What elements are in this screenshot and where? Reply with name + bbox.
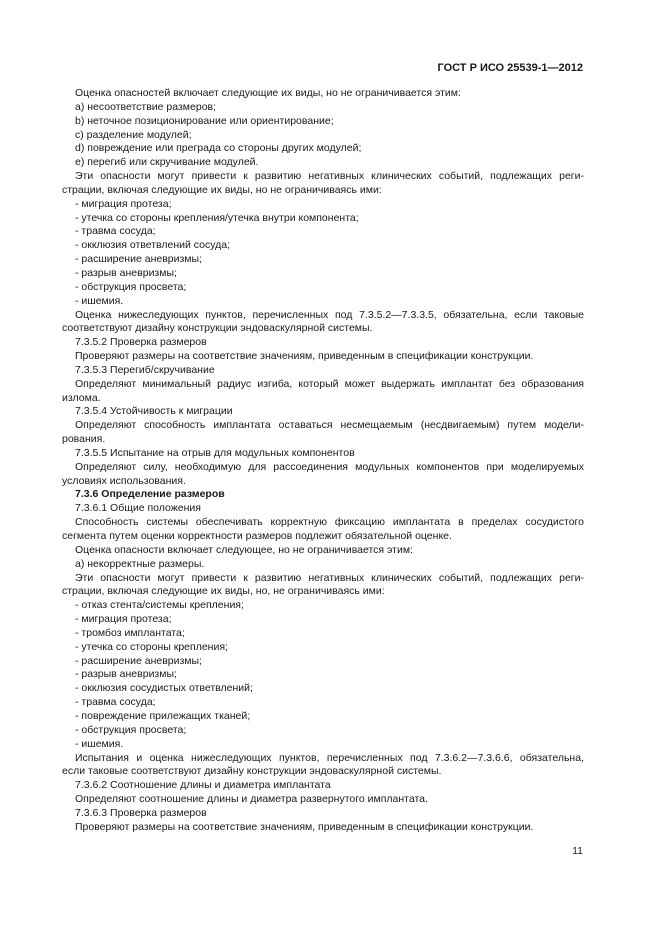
text-line: Определяют силу, необходимую для рассоединения модульных компонентов при моделируемых <box>75 460 584 473</box>
text-line: соответствуют дизайну конструкции эндоваскулярной системы. <box>62 322 373 335</box>
text-line: Эти опасности могут привести к развитию негативных клинических событий, подлежащих реги- <box>75 170 584 183</box>
text-line: 7.3.5.4 Устойчивость к миграции <box>75 405 233 418</box>
document-header: ГОСТ Р ИСО 25539-1—2012 <box>437 62 583 74</box>
text-line: - разрыв аневризмы; <box>75 266 177 279</box>
text-line: Проверяют размеры на соответствие значениям, приведенным в спецификации конструкции. <box>75 350 534 363</box>
text-line: страции, включая следующие их виды, но не ограничиваясь ими: <box>62 183 382 196</box>
text-line: - ишемия. <box>75 737 124 750</box>
text-line: Оценка опасности включает следующее, но не ограничивается этим: <box>75 543 413 556</box>
text-line: - расширение аневризмы; <box>75 654 202 667</box>
text-line: 7.3.5.3 Перегиб/скручивание <box>75 363 215 376</box>
text-line: - обструкция просвета; <box>75 723 187 736</box>
text-line: излома. <box>62 391 101 404</box>
text-line: - тромбоз имплантата; <box>75 626 185 639</box>
text-line: Проверяют размеры на соответствие значениям, приведенным в спецификации конструкции. <box>75 820 534 833</box>
text-line: - разрыв аневризмы; <box>75 668 177 681</box>
text-line: b) неточное позиционирование или ориентирование; <box>75 114 334 127</box>
text-line: - обструкция просвета; <box>75 280 187 293</box>
text-line: 7.3.6.2 Соотношение длины и диаметра имплантата <box>75 779 331 792</box>
text-line: - повреждение прилежащих тканей; <box>75 709 251 722</box>
text-line: - травма сосуда; <box>75 225 156 238</box>
text-line: - окклюзия сосудистых ответвлений; <box>75 682 253 695</box>
text-line: e) перегиб или скручивание модулей. <box>75 156 259 169</box>
text-line: Оценка опасностей включает следующие их виды, но не ограничивается этим: <box>75 87 461 99</box>
text-line: 7.3.6.3 Проверка размеров <box>75 806 207 819</box>
text-line: Испытания и оценка нижеследующих пунктов, перечисленных под 7.3.6.2—7.3.6.6, обязательна, <box>75 751 584 764</box>
text-line: - утечка со стороны крепления/утечка внутри компонента; <box>75 211 359 224</box>
text-line: - ишемия. <box>75 294 124 307</box>
text-line: Определяют способность имплантата оставаться несмещаемым (несдвигаемым) путем модели- <box>75 419 584 432</box>
document-body <box>62 87 584 835</box>
page-number: 11 <box>572 845 583 857</box>
text-line: c) разделение модулей; <box>75 128 192 141</box>
text-line: - утечка со стороны крепления; <box>75 640 228 653</box>
text-line: - расширение аневризмы; <box>75 253 202 266</box>
text-line: 7.3.6.1 Общие положения <box>75 502 201 515</box>
text-line: - травма сосуда; <box>75 696 156 709</box>
text-line: рования. <box>62 433 106 446</box>
text-line: Способность системы обеспечивать корректную фиксацию имплантата в пределах сосудистого <box>75 516 584 529</box>
text-line: Определяют соотношение длины и диаметра развернутого имплантата. <box>75 793 428 806</box>
text-line: сегмента путем оценки корректности размеров подлежит обязательной оценке. <box>62 530 452 542</box>
text-line: 7.3.5.5 Испытание на отрыв для модульных компонентов <box>75 446 355 459</box>
text-line: страции, включая следующие их виды, но, не ограничиваясь ими: <box>62 585 385 598</box>
text-line: 7.3.6 Определение размеров <box>75 488 225 501</box>
text-line: - миграция протеза; <box>75 613 172 626</box>
text-line: если таковые соответствуют дизайну конструкции эндоваскулярной системы. <box>62 765 442 778</box>
text-line: - окклюзия ответвлений сосуда; <box>75 239 231 252</box>
text-line: - миграция протеза; <box>75 197 172 210</box>
text-line: a) несоответствие размеров; <box>75 100 217 113</box>
text-line: d) повреждение или преграда со стороны других модулей; <box>75 142 362 155</box>
text-line: 7.3.5.2 Проверка размеров <box>75 336 207 349</box>
text-line: - отказ стента/системы крепления; <box>75 599 244 612</box>
text-line: Определяют минимальный радиус изгиба, который может выдержать имплантат без образования <box>75 377 584 390</box>
text-line: Эти опасности могут привести к развитию негативных клинических событий, подлежащих реги- <box>75 571 584 584</box>
text-line: a) некорректные размеры. <box>75 557 205 570</box>
text-line: Оценка нижеследующих пунктов, перечисленных под 7.3.5.2—7.3.3.5, обязательна, если таковые <box>75 308 584 321</box>
text-line: условиях использования. <box>62 474 186 487</box>
